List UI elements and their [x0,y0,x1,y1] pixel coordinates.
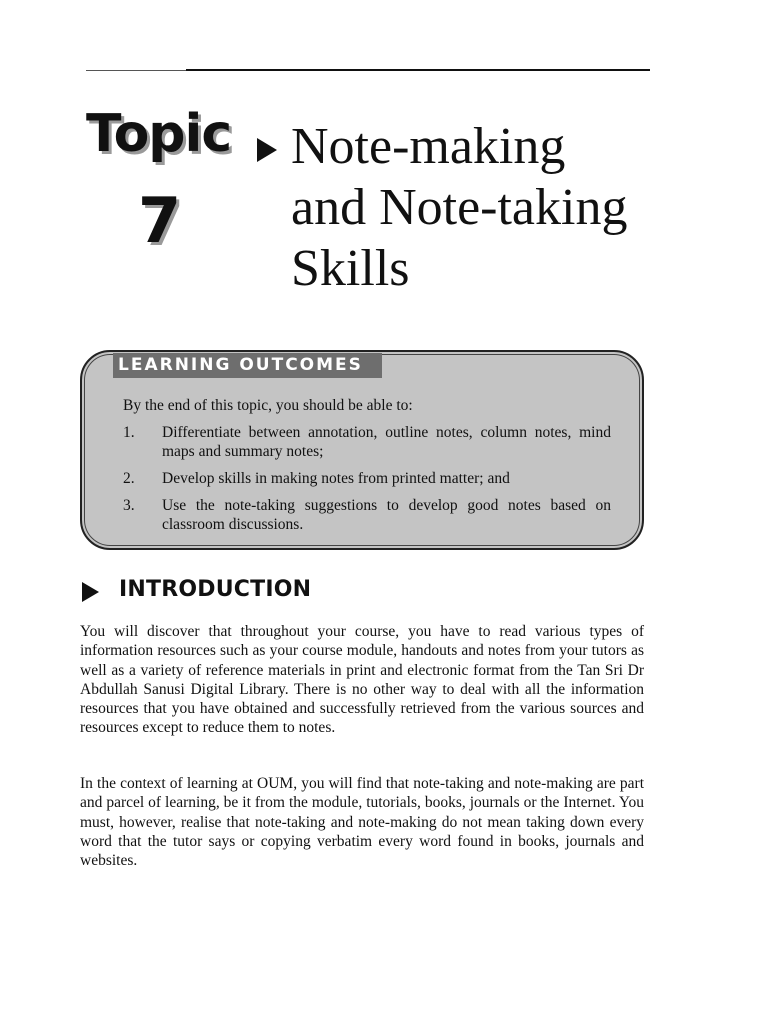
list-item-text: Differentiate between annotation, outline notes, column notes, mind maps and summary notes; [162,424,611,460]
list-item-number: 3. [123,497,135,514]
body-paragraph: You will discover that throughout your course, you have to read various types of information resources such as your course module, handouts and notes from your tutors as well as a variety of reference materials in print and electronic format from the Tan Sri Dr Abdullah Sanusi Digital Library. There is no other way to deal with all the information resources that you have obtained and successfully retrieved from the various sources and resources except to reduce them to notes. [80,623,644,737]
section-heading: INTRODUCTION [119,577,312,602]
triangle-right-icon [82,582,99,602]
page-title [291,116,711,299]
list-item-number: 2. [123,470,135,487]
title-line: Skills [291,240,410,297]
topic-label: Topic [86,104,232,164]
list-item-number: 1. [123,424,135,441]
list-item [123,469,611,488]
learning-outcomes-list [123,423,611,542]
learning-outcomes-intro: By the end of this topic, you should be able to: [123,397,413,414]
learning-outcomes-heading: LEARNING OUTCOMES [113,353,382,378]
list-item [123,496,611,534]
list-item [123,423,611,461]
title-line: Note-making [291,118,566,175]
header-rule-thin [86,70,186,71]
header-rule [186,69,650,71]
triangle-right-icon [257,138,277,162]
body-paragraph: In the context of learning at OUM, you will find that note-taking and note-making are part and parcel of learning, be it from the module, tutorials, books, journals or the Internet. You must, however, realise that note-taking and note-making do not mean taking down every word that the tutor says or copying verbatim every word found in books, journals and websites. [80,775,644,870]
topic-number: 7 [138,184,182,257]
list-item-text: Develop skills in making notes from printed matter; and [162,470,510,487]
list-item-text: Use the note-taking suggestions to develop good notes based on classroom discussions. [162,497,611,533]
title-line: and Note-taking [291,179,628,236]
